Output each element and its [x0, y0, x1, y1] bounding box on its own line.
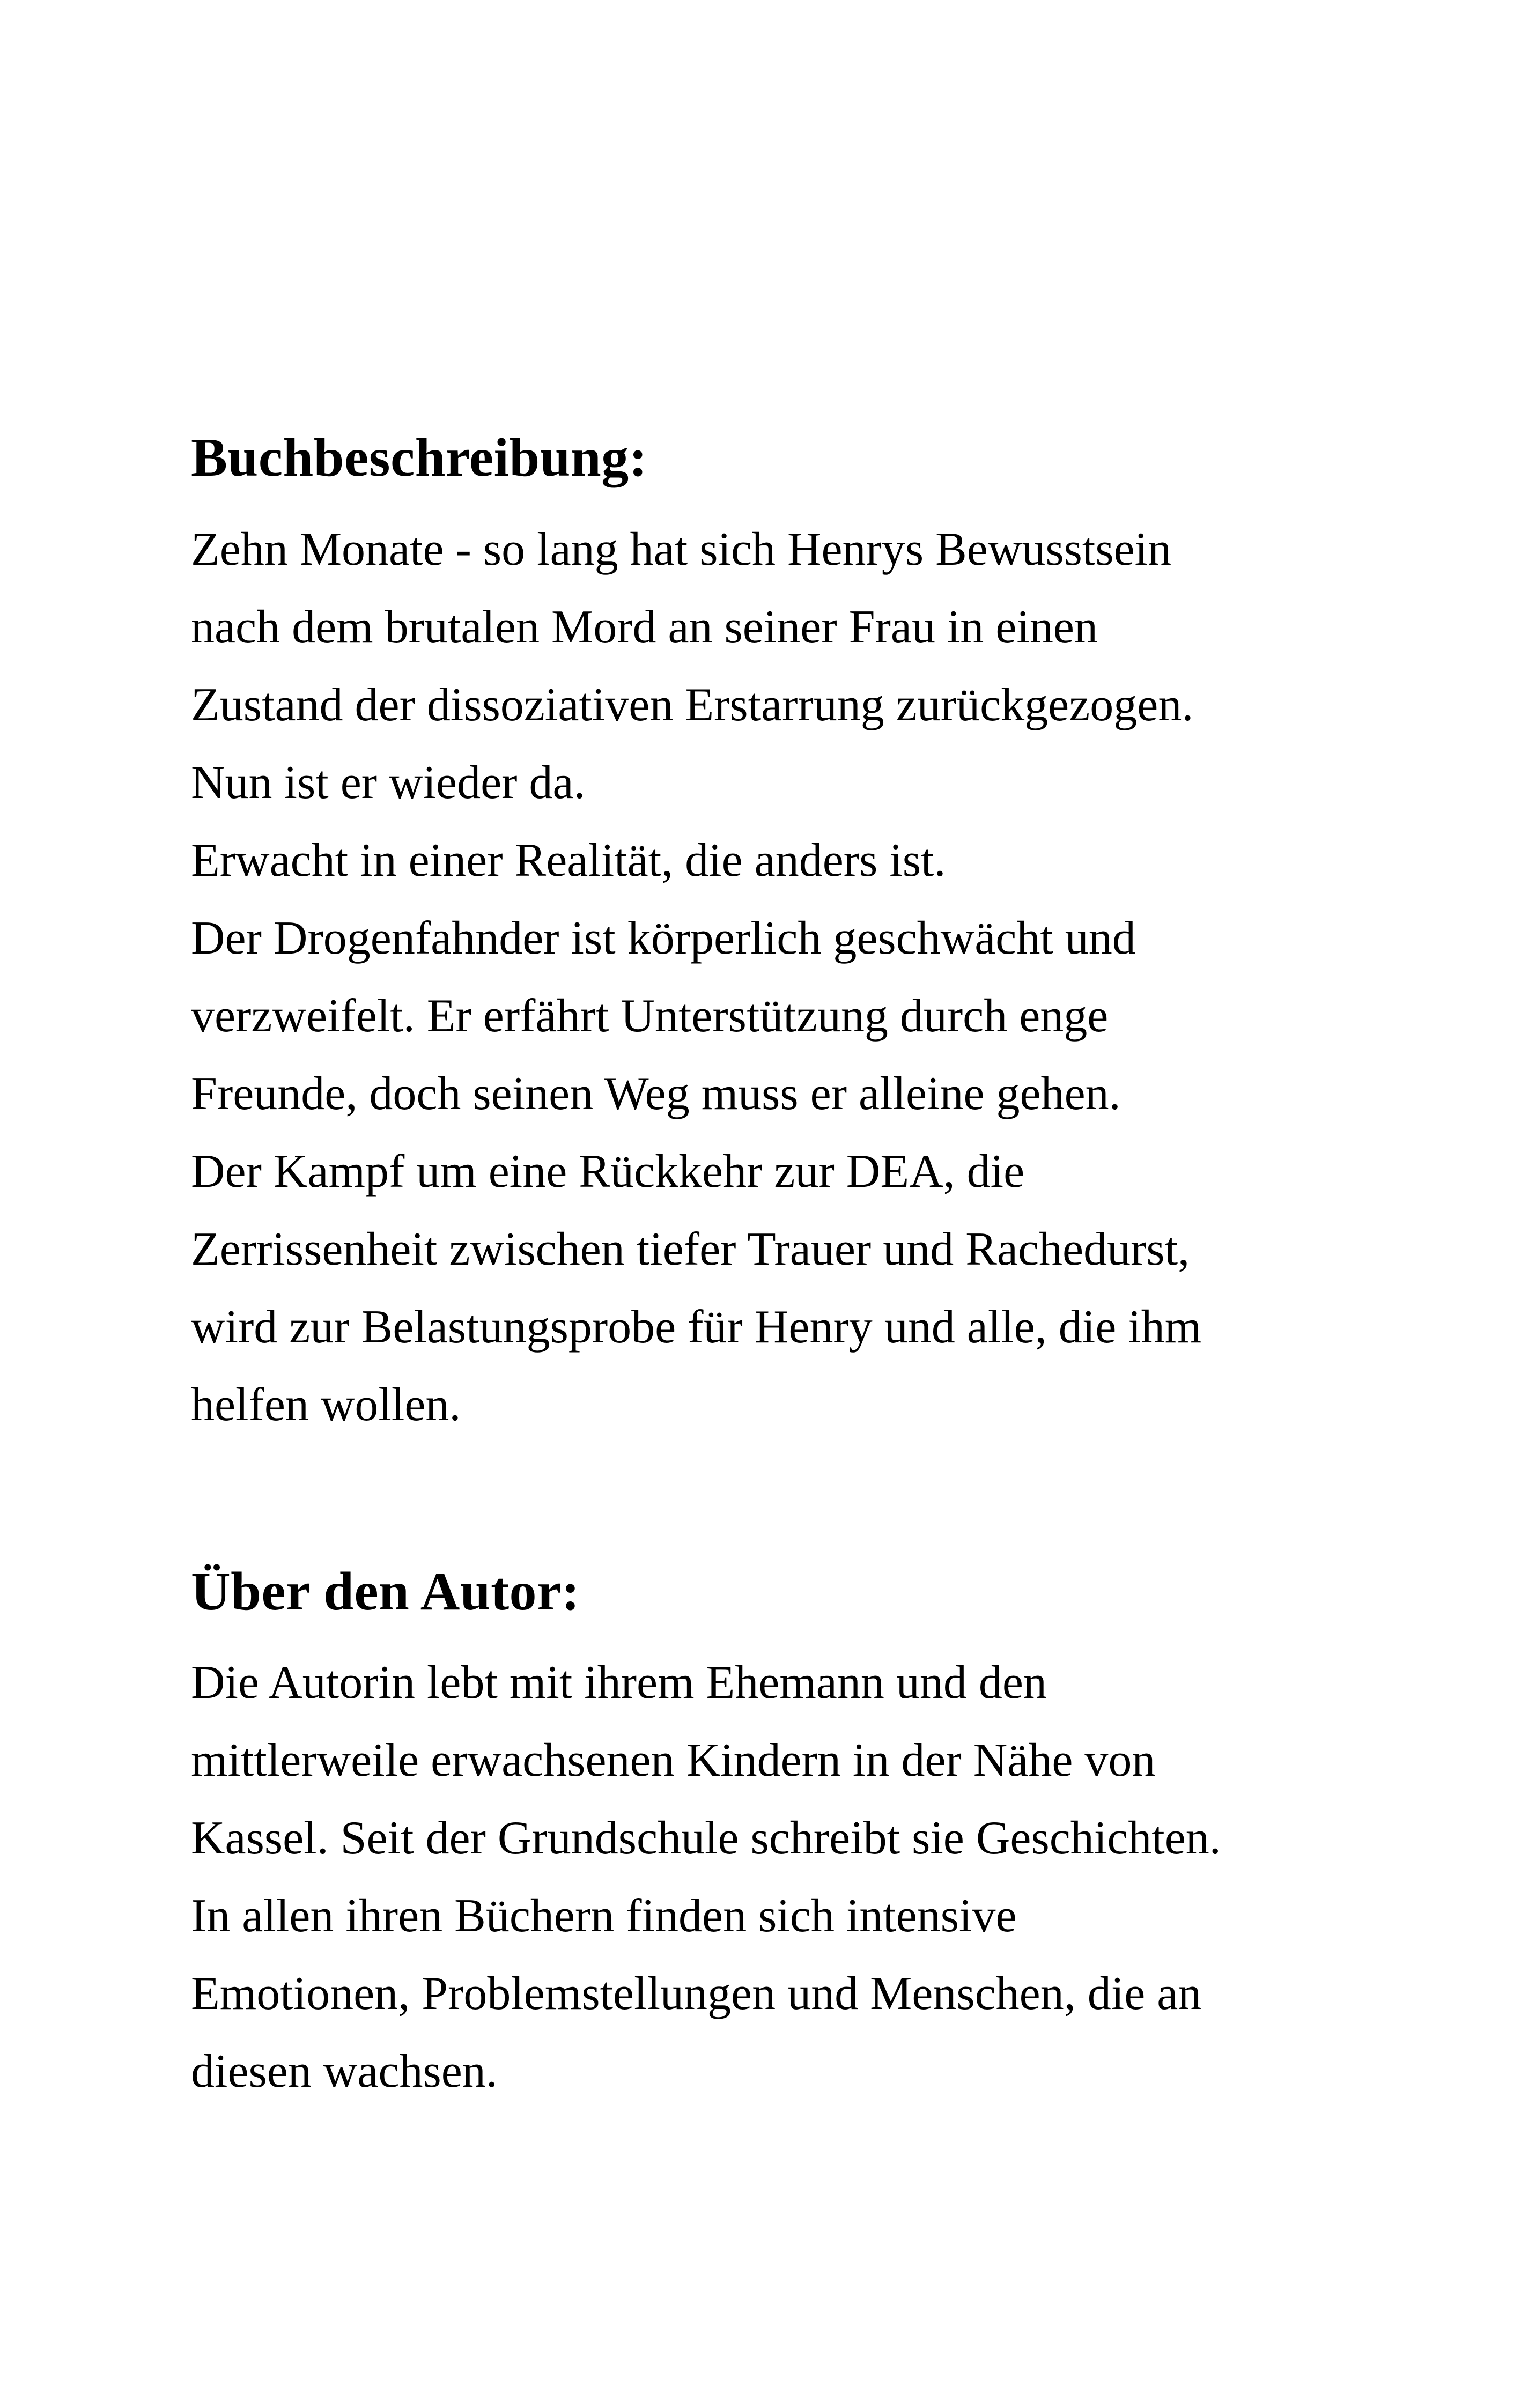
- text-line: Kassel. Seit der Grundschule schreibt sie Geschichten.: [191, 1812, 1221, 1864]
- section-heading-buchbeschreibung: Buchbeschreibung:: [191, 427, 648, 488]
- text-line: In allen ihren Büchern finden sich intensive: [191, 1890, 1017, 1942]
- text-line: Die Autorin lebt mit ihrem Ehemann und den: [191, 1657, 1047, 1709]
- text-line: verzweifelt. Er erfährt Unterstützung durch enge: [191, 989, 1109, 1042]
- text-line: Der Kampf um eine Rückkehr zur DEA, die: [191, 1145, 1025, 1198]
- text-line: Zehn Monate - so lang hat sich Henrys Bewusstsein: [191, 523, 1172, 575]
- about-author-text: [191, 1644, 1296, 2110]
- text-line: Der Drogenfahnder ist körperlich geschwächt und: [191, 912, 1136, 964]
- text-line: Erwacht in einer Realität, die anders ist.: [191, 834, 946, 887]
- text-line: wird zur Belastungsprobe für Henry und alle, die ihm: [191, 1301, 1202, 1353]
- text-line: Freunde, doch seinen Weg muss er alleine gehen.: [191, 1067, 1121, 1120]
- text-line: diesen wachsen.: [191, 2045, 498, 2097]
- text-line: helfen wollen.: [191, 1378, 461, 1431]
- text-line: mittlerweile erwachsenen Kindern in der Nähe von: [191, 1734, 1156, 1786]
- text-line: Emotionen, Problemstellungen und Menschen, die an: [191, 1968, 1202, 2020]
- text-line: Nun ist er wieder da.: [191, 756, 586, 809]
- text-line: nach dem brutalen Mord an seiner Frau in einen: [191, 601, 1098, 653]
- section-heading-ueber-den-autor: Über den Autor:: [191, 1561, 580, 1622]
- text-line: Zerrissenheit zwischen tiefer Trauer und Rachedurst,: [191, 1223, 1190, 1275]
- text-line: Zustand der dissoziativen Erstarrung zurückgezogen.: [191, 678, 1194, 731]
- book-description-text: [191, 511, 1296, 1444]
